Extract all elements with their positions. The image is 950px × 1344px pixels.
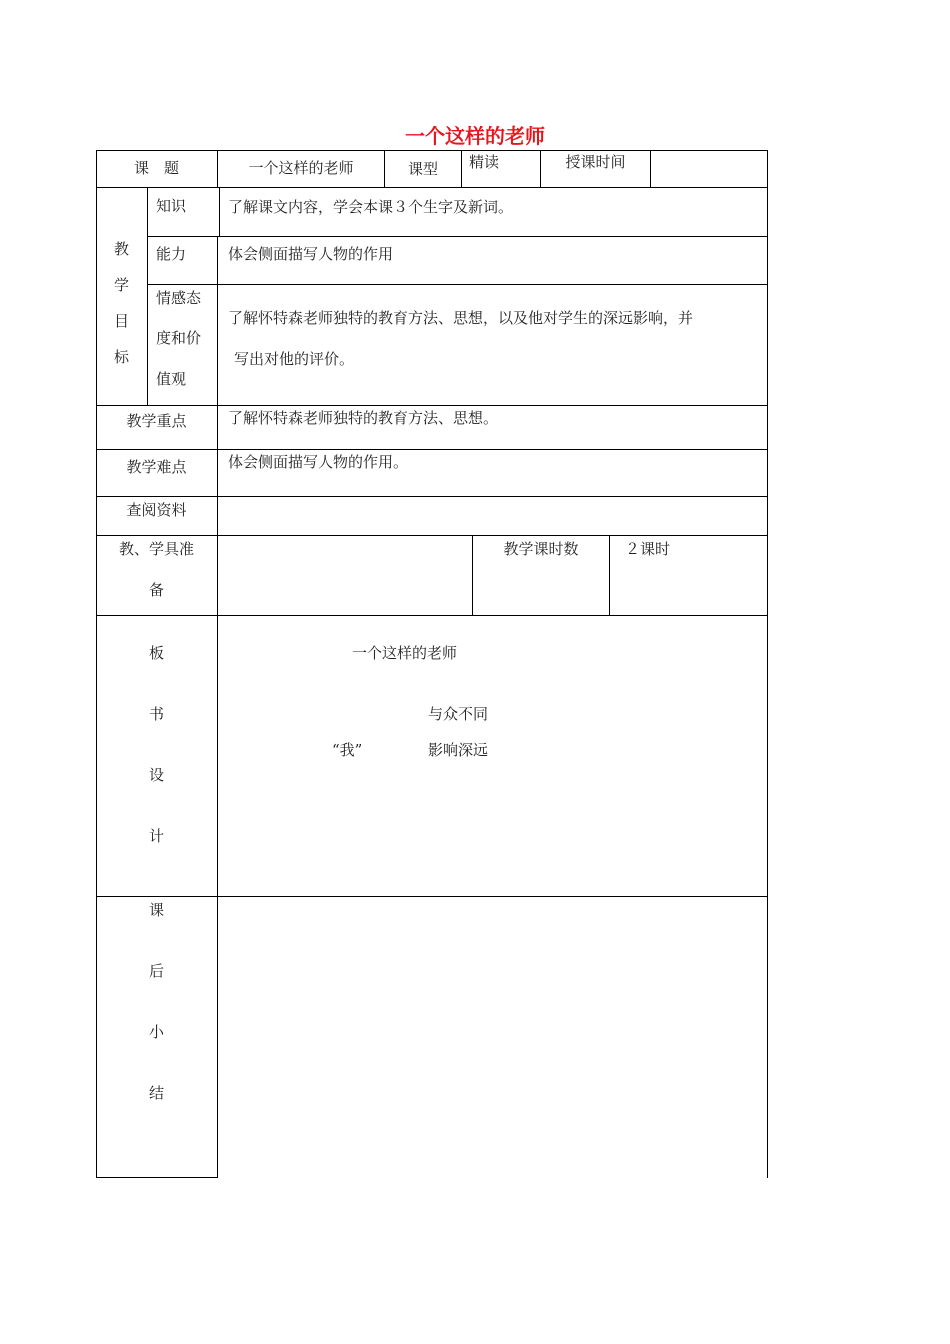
key-point-text: 了解怀特森老师独特的教育方法、思想。 [228,409,499,427]
topic-value: 一个这样的老师 [248,159,354,177]
type-value: 精读 [469,153,500,171]
table-line [96,535,768,536]
table-line [609,535,610,615]
table-line [147,187,148,405]
summary-label-char: 课 [148,901,164,919]
emotion-label: 度和价 [156,329,202,347]
knowledge-label: 知识 [156,197,187,215]
topic-label: 课 题 [133,159,179,177]
emotion-text: 写出对他的评价。 [234,350,355,368]
table-line [147,284,768,285]
references-label: 查阅资料 [126,501,187,519]
table-line [96,1177,218,1178]
table-line [96,896,768,897]
table-line [650,150,651,187]
ability-label: 能力 [156,245,187,263]
table-line [461,150,462,187]
type-label: 课型 [407,160,438,178]
page-title: 一个这样的老师 [405,124,545,148]
board-item: 影响深远 [428,741,489,759]
table-line [96,615,768,616]
board-label-char: 板 [148,644,164,662]
board-me: “我” [332,741,363,759]
table-line [96,449,768,450]
knowledge-text: 了解课文内容，学会本课３个生字及新词。 [228,198,514,216]
tools-label: 备 [148,581,164,599]
emotion-label: 值观 [156,370,187,388]
table-line [217,236,218,1178]
hours-value: ２课时 [625,540,671,558]
goals-label-char: 学 [113,276,129,294]
hours-label: 教学课时数 [503,540,579,558]
table-line [147,236,768,237]
time-label: 授课时间 [565,153,626,171]
emotion-label: 情感态 [156,289,202,307]
board-label-char: 设 [148,766,164,784]
board-label-char: 书 [148,705,164,723]
table-line [219,187,220,236]
summary-label-char: 结 [148,1084,164,1102]
goals-label-char: 目 [113,312,129,330]
table-line [96,150,768,151]
table-line [96,496,768,497]
difficulty-label: 教学难点 [126,458,187,476]
board-item: 与众不同 [428,705,489,723]
board-heading: 一个这样的老师 [352,644,458,662]
summary-label-char: 后 [148,962,164,980]
tools-label: 教、学具准 [118,540,194,558]
summary-label-char: 小 [148,1023,164,1041]
table-line [96,187,768,188]
table-line [96,405,768,406]
goals-label-char: 教 [113,240,129,258]
table-line [767,150,768,1178]
goals-label-char: 标 [113,348,129,366]
difficulty-text: 体会侧面描写人物的作用。 [228,453,409,471]
ability-text: 体会侧面描写人物的作用 [228,245,394,263]
emotion-text: 了解怀特森老师独特的教育方法、思想，以及他对学生的深远影响，并 [228,309,694,327]
key-point-label: 教学重点 [126,412,187,430]
board-label-char: 计 [148,827,164,845]
